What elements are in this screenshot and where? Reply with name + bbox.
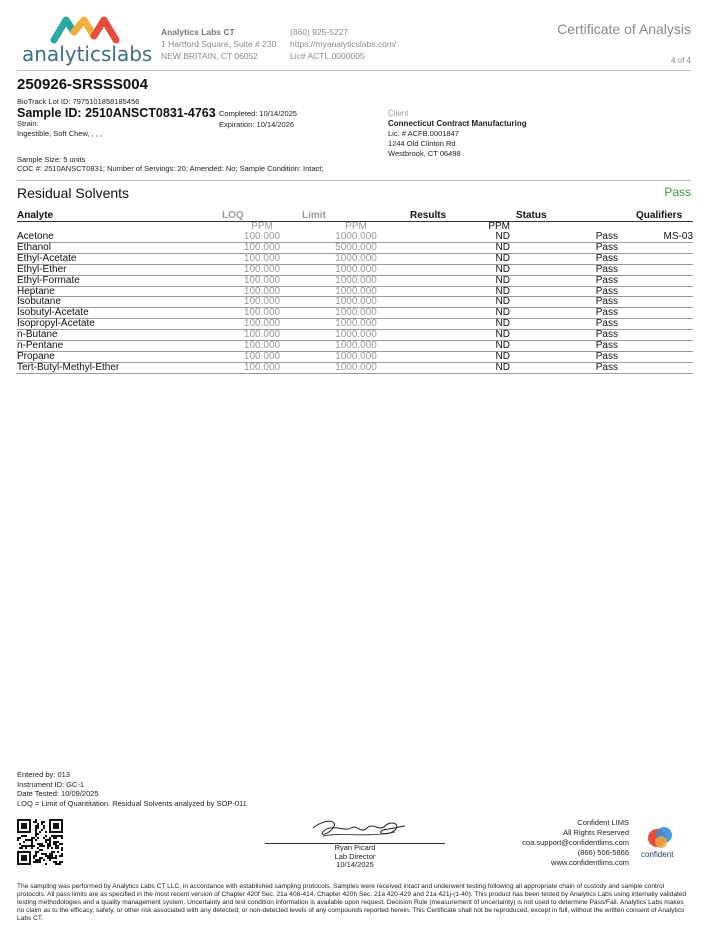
limit-cell: 1000.000 [302,232,410,242]
analyte-cell: Tert-Butyl-Methyl-Ether [17,362,222,373]
table-row [17,232,693,242]
limit-cell: 1000.000 [302,308,410,319]
limit-cell: 1000.000 [302,341,410,352]
header-analyte: Analyte [17,209,222,222]
header-loq: LOQ [222,209,302,222]
sample-code: 250926-SRSSS004 [17,76,148,93]
signature-icon [305,814,415,844]
loq-cell: 100.000 [222,264,302,275]
analyte-cell: Isobutane [17,297,222,308]
limit-cell: 1000.000 [302,264,410,275]
lab-info [161,26,276,62]
table-row [17,341,693,352]
qualifier-cell [636,297,693,308]
status-cell: Pass [516,275,636,286]
qualifier-cell [636,330,693,341]
status-cell: Pass [516,351,636,362]
test-info [17,770,247,808]
analyte-cell: n-Butane [17,330,222,341]
table-header-row [17,209,693,222]
status-cell: Pass [516,232,636,242]
loq-cell: 100.000 [222,232,302,242]
page-number: 4 of 4 [670,56,691,65]
table-row [17,275,693,286]
table-row [17,330,693,341]
signer-block [265,844,445,870]
limit-cell: 1000.000 [302,362,410,373]
table-row [17,319,693,330]
qualifier-cell [636,362,693,373]
header-status: Status [516,209,636,222]
analytics-labs-logo [22,14,152,70]
section-status-badge: Pass [664,185,691,199]
sample-type: Ingestible, Soft Chew, , , , [17,129,103,138]
analyte-cell: Ethyl-Formate [17,275,222,286]
instrument-id: Instrument ID: GC-1 [17,779,85,789]
result-cell: ND [410,308,516,319]
status-cell: Pass [516,242,636,253]
lab-address-2: NEW BRITAIN, CT 06052 [161,51,258,61]
limit-cell: 5000.000 [302,242,410,253]
unit-limit: PPM [345,221,367,233]
qualifier-cell [636,253,693,264]
analyte-cell: Ethyl-Ether [17,264,222,275]
qualifier-cell [636,264,693,275]
table-row [17,242,693,253]
table-row [17,286,693,297]
loq-cell: 100.000 [222,308,302,319]
client-address-1: 1244 Old Clinton Rd [388,139,456,148]
table-row [17,362,693,373]
analyte-cell: Acetone [17,232,222,242]
lims-rights: All Rights Reserved [563,828,629,837]
client-address-2: Westbrook, CT 06498 [388,149,461,158]
completed-date: Completed: 10/14/2025 [219,109,297,118]
qualifier-cell [636,308,693,319]
limit-cell: 1000.000 [302,330,410,341]
result-cell: ND [410,264,516,275]
section-title: Residual Solvents [17,185,130,201]
result-cell: ND [410,275,516,286]
loq-cell: 100.000 [222,297,302,308]
client-block [388,109,527,159]
loq-cell: 100.000 [222,275,302,286]
loq-cell: 100.000 [222,362,302,373]
loq-cell: 100.000 [222,319,302,330]
limit-cell: 1000.000 [302,297,410,308]
analyte-cell: Heptane [17,286,222,297]
status-cell: Pass [516,253,636,264]
lab-website[interactable]: https://myanalyticslabs.com/ [290,39,397,49]
limit-cell: 1000.000 [302,319,410,330]
status-cell: Pass [516,264,636,275]
qualifier-cell [636,351,693,362]
result-cell: ND [410,319,516,330]
lims-email[interactable]: coa.support@confidentlims.com [522,838,629,847]
lab-phone: (860) 925-5227 [290,27,349,37]
status-cell: Pass [516,341,636,352]
lab-name: Analytics Labs CT [161,27,235,37]
biotrack-lot: BioTrack Lot ID: 7975101858185456 [17,97,140,106]
analyte-cell: Ethanol [17,242,222,253]
lab-address-1: 1 Hartford Square, Suite # 230 [161,39,277,49]
result-cell: ND [410,341,516,352]
result-cell: ND [410,362,516,373]
qualifier-cell [636,286,693,297]
confident-logo-icon [646,826,676,850]
loq-cell: 100.000 [222,286,302,297]
result-cell: ND [410,242,516,253]
result-cell: ND [410,253,516,264]
qualifier-cell [636,242,693,253]
document-title: Certificate of Analysis [557,21,691,37]
loq-note: LOQ = Limit of Quantitation. Residual Solvents analyzed by SOP-011 [17,798,247,808]
coc-info: COC #: 2510ANSCT0831; Number of Servings: 20; Amended: No; Sample Condition: Intact; [17,164,324,173]
limit-cell: 1000.000 [302,253,410,264]
unit-loq: PPM [251,221,273,233]
result-cell: ND [410,297,516,308]
status-cell: Pass [516,297,636,308]
confident-logo-text: confident [641,850,674,859]
client-label: Client [388,109,409,118]
unit-results: PPM [488,221,510,233]
table-row [17,264,693,275]
qualifier-cell [636,319,693,330]
qualifier-cell: MS-03 [636,232,693,242]
table-row [17,253,693,264]
section-divider [17,180,691,181]
status-cell: Pass [516,319,636,330]
limit-cell: 1000.000 [302,286,410,297]
analyte-cell: Ethyl-Acetate [17,253,222,264]
analyte-cell: Isobutyl-Acetate [17,308,222,319]
loq-cell: 100.000 [222,341,302,352]
status-cell: Pass [516,362,636,373]
result-cell: ND [410,351,516,362]
limit-cell: 1000.000 [302,351,410,362]
header-results: Results [410,209,516,222]
lims-website[interactable]: www.confidentlims.com [551,858,629,867]
result-cell: ND [410,286,516,297]
lims-name: Confident LIMS [577,818,629,827]
signer-date: 10/14/2025 [336,860,374,869]
lab-contact [290,26,396,62]
table-row [17,297,693,308]
expiration-date: Expiration: 10/14/2026 [219,120,295,129]
loq-cell: 100.000 [222,330,302,341]
signer-title: Lab Director [334,851,376,861]
residual-solvents-table [17,209,693,374]
sample-size: Sample Size: 5 units [17,155,86,164]
loq-cell: 100.000 [222,242,302,253]
qualifier-cell [636,275,693,286]
result-cell: ND [410,330,516,341]
entered-by: Entered by: 013 [17,770,70,779]
lims-block [522,818,629,868]
limit-cell: 1000.000 [302,275,410,286]
lab-license: Lic# ACTL.0000005 [290,51,365,61]
analyte-cell: Propane [17,351,222,362]
status-cell: Pass [516,286,636,297]
header-divider [17,70,691,71]
logo-text: analyticslabs [22,42,153,66]
header-limit: Limit [302,209,410,222]
table-row [17,351,693,362]
date-tested: Date Tested: 10/09/2025 [17,789,99,799]
qualifier-cell [636,341,693,352]
status-cell: Pass [516,308,636,319]
sample-id: Sample ID: 2510ANSCT0831-4763 [17,106,216,120]
result-cell: ND [410,232,516,242]
status-cell: Pass [516,330,636,341]
table-row [17,308,693,319]
qr-code-icon[interactable] [17,819,63,865]
client-name: Connecticut Contract Manufacturing [388,119,527,128]
analyte-cell: n-Pentane [17,341,222,352]
analyte-cell: Isopropyl-Acetate [17,319,222,330]
logo-mark-icon [22,14,152,44]
loq-cell: 100.000 [222,253,302,264]
strain: Strain: [17,119,39,128]
legal-disclaimer: The sampling was performed by Analytics Labs CT LLC, in accordance with established sampling protocols. Samples were received intact and underwent testing following all appropriate chain of custody and sample control protocols. All pass limits are as specified in the most recent version of Chapter 420f Sec. 21a 408-414, Chapter 420h Sec. 21a 420-429 and 21a 421j-(1-40). This product has been tested by Analytics Labs using internally validated testing methodologies and a quality management system. Uncertainty and test condition information is available upon request. Decision Rule (measurement of uncertainty) is not used to determine Pass/Fail. Analytics Labs makes no claim as to the efficacy, safety, or other risk associated with any detected, or non-detected levels of any compounds reported herein. This Certificate shall not be reproduced, except in full, without the written consent of Analytics Labs CT. [17,883,687,922]
header-qualifiers: Qualifiers [636,209,693,222]
lims-phone: (866) 506-5866 [577,848,629,857]
signer-name: Ryan Picard [334,843,376,852]
loq-cell: 100.000 [222,351,302,362]
client-license: Lic. # ACFB.0001847 [388,129,459,138]
